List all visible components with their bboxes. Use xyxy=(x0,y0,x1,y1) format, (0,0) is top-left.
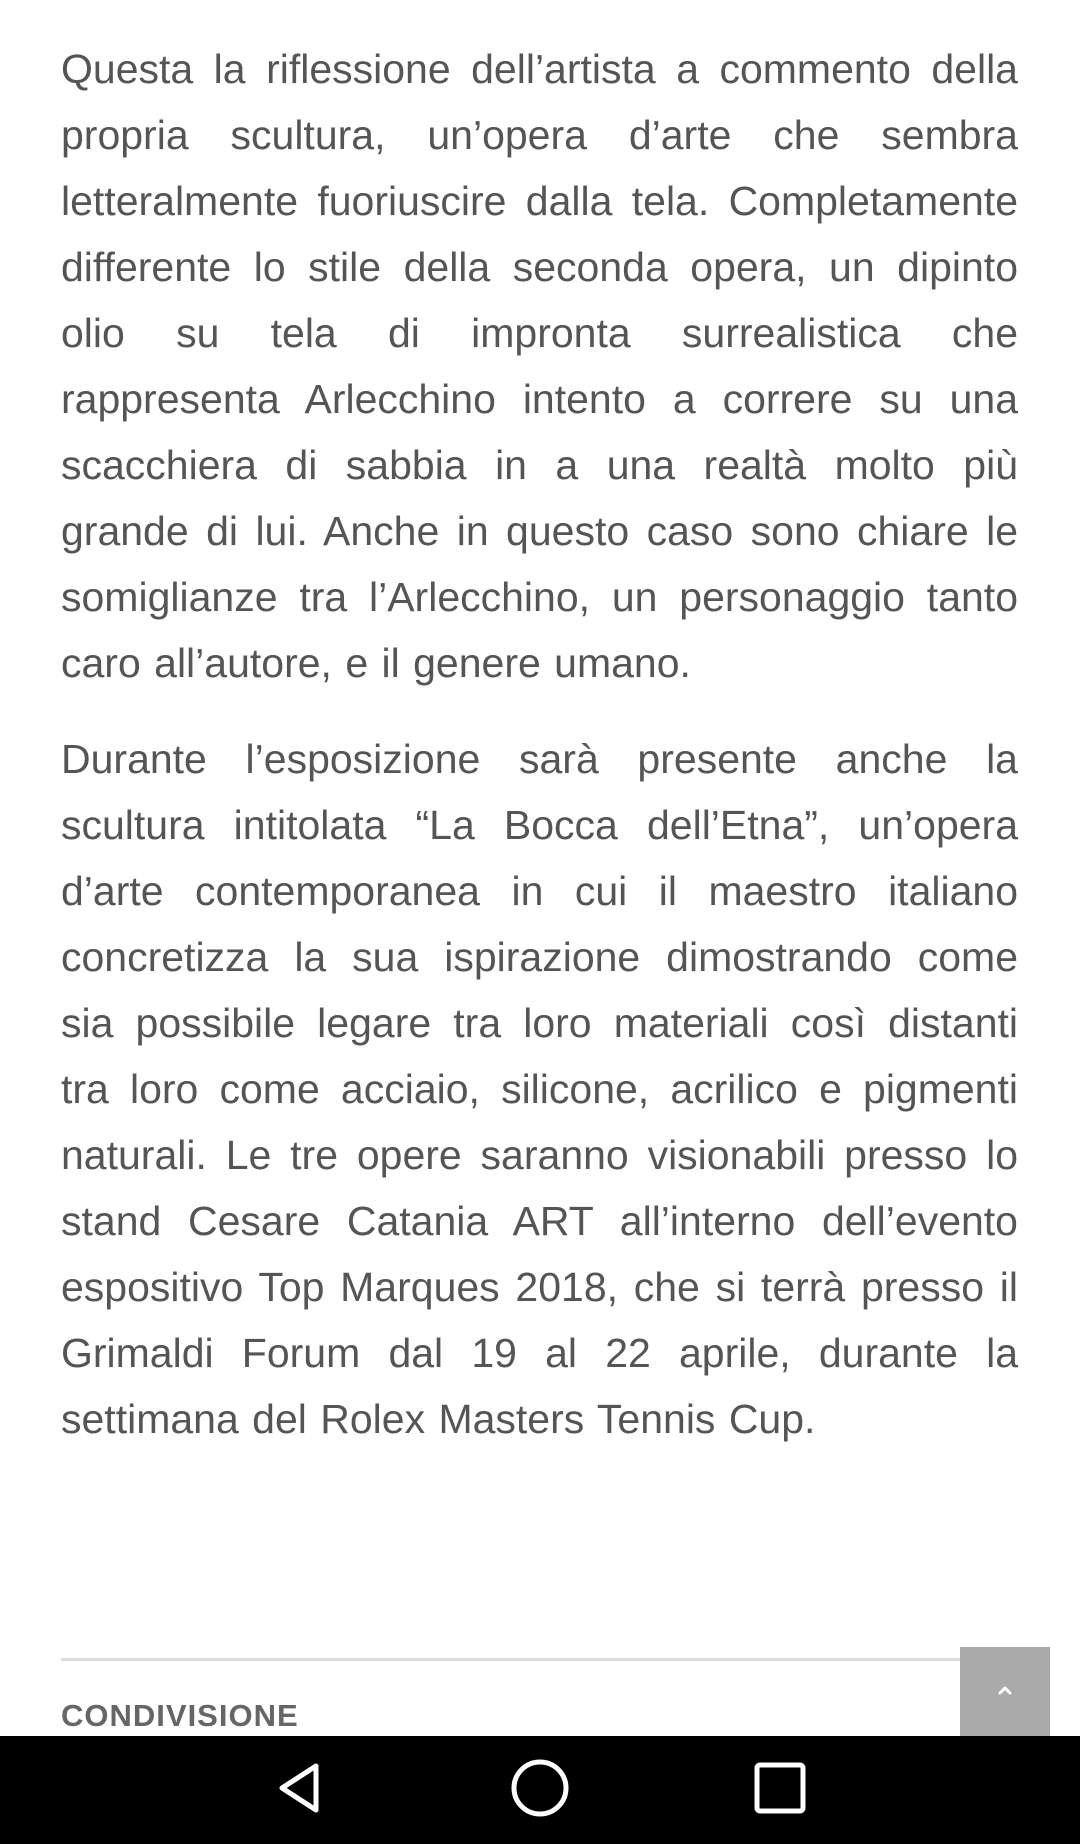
chevron-up-icon xyxy=(993,1678,1017,1707)
article-body xyxy=(61,36,1018,1482)
recents-square-icon xyxy=(752,1760,808,1821)
article-paragraph-1: Questa la riflessione dell’artista a commento della propria scultura, un’opera d’arte che sembra letteralmente fuoriuscire dalla tela. Completamente differente lo stile della seconda opera, un dipinto olio su tela di impronta surrealistica che rappresenta Arlecchino intento a correre su una scacchiera di sabbia in a una realtà molto più grande di lui. Anche in questo caso sono chiare le somiglianze tra l’Arlecchino, un personaggio tanto caro all’autore, e il genere umano. xyxy=(61,46,1018,686)
nav-back-button[interactable] xyxy=(240,1736,360,1844)
home-circle-icon xyxy=(508,1756,572,1825)
article-paragraph-2: Durante l’esposizione sarà presente anche la scultura intitolata “La Bocca dell’Etna”, un’opera d’arte contemporanea in cui il maestro italiano concretizza la sua ispirazione dimostrando come sia possibile legare tra loro materiali così distanti tra loro come acciaio, silicone, acrilico e pigmenti naturali. Le tre opere saranno visionabili presso lo stand Cesare Catania ART all’interno dell’evento espositivo Top Marques 2018, che si terrà presso il Grimaldi Forum dal 19 al 22 aprile, durante la settimana del Rolex Masters Tennis Cup. xyxy=(61,736,1018,1442)
share-heading: CONDIVISIONE xyxy=(61,1698,299,1733)
nav-home-button[interactable] xyxy=(480,1736,600,1844)
system-navigation-bar xyxy=(0,1736,1080,1844)
share-divider xyxy=(61,1658,1019,1661)
scroll-to-top-button[interactable] xyxy=(960,1647,1050,1737)
nav-recents-button[interactable] xyxy=(720,1736,840,1844)
back-triangle-icon xyxy=(270,1758,330,1823)
